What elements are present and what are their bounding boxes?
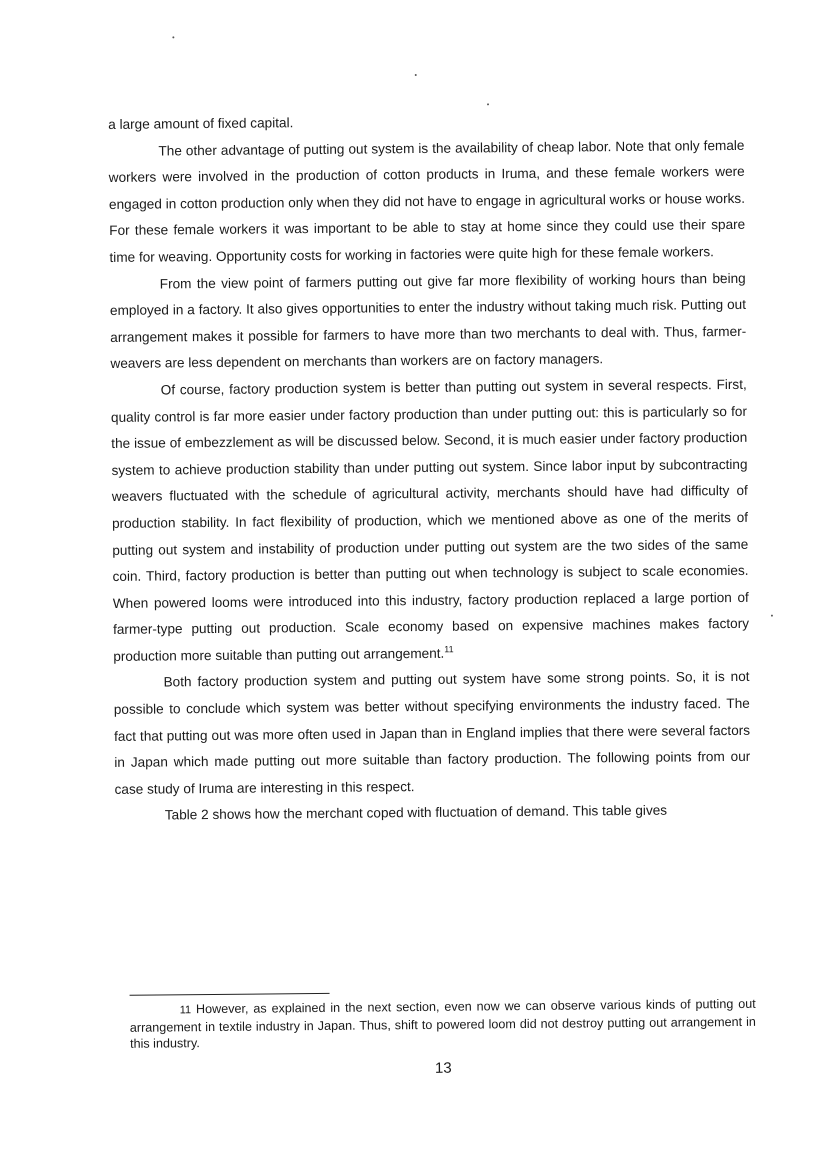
- paragraph-text: Table 2 shows how the merchant coped with fluctuation of demand. This table gives: [164, 803, 668, 823]
- paragraph-text: Both factory production system and putting out system have some strong points. So, it is not possible to conclude which system was better without specifying environments the industry faced. The fact that putting out was more often used in Japan than in England implies that there were several factors in Japan which made putting out more suitable than factory production. The following points from our case study of Iruma are interesting in this respect.: [113, 669, 751, 797]
- scan-speck: [487, 103, 489, 105]
- footnote-divider: [130, 993, 330, 996]
- page-number: 13: [434, 1059, 452, 1077]
- scan-speck: [172, 36, 174, 38]
- paragraph-text: Of course, factory production system is better than putting out system in several respects. First, quality control is far more easier under factory production than under putting out: this is particularly so for the issue of embezzlement as will be discussed below. Second, it is much easier under factory production system to achieve production stability than under putting out system. Since labor input by subcontracting weavers fluctuated with the schedule of agricultural activity, merchants should have had difficulty of production stability. In fact flexibility of production, which we mentioned above as one of the merits of putting out system and instability of production under putting out system are the two sides of the same coin. Third, factory production is better than putting out when technology is subject to scale economies. When powered looms were introduced into this industry, factory production replaced a large portion of farmer-type putting out production. Scale economy based on expensive machines makes factory production more suitable than putting out arrangement.: [110, 376, 750, 664]
- paragraph: [113, 664, 750, 803]
- paragraph: [110, 265, 747, 377]
- scan-speck: [415, 74, 417, 76]
- paragraph: [115, 797, 751, 830]
- paragraph: [108, 132, 745, 271]
- paragraph: [111, 372, 750, 671]
- footnote-reference[interactable]: 11: [444, 644, 454, 655]
- footnote: [130, 996, 756, 1053]
- footnote-text: However, as explained in the next section, even now we can observe various kinds of putting out arrangement in textile industry in Japan. Thus, shift to powered loom did not destroy putting out arrangement in this industry.: [129, 996, 756, 1051]
- paragraph-text: From the view point of farmers putting out give far more flexibility of working hours than being employed in a factory. It also gives opportunities to enter the industry without taking much risk. Putting out arrangement makes it possible for farmers to have more than two merchants to deal with. Thus, farmer-weavers are less dependent on merchants than workers are on factory managers.: [109, 270, 747, 372]
- footnote-number: 11: [179, 1004, 192, 1017]
- scan-speck: [771, 615, 773, 617]
- paragraph-text: a large amount of fixed capital.: [108, 115, 294, 132]
- body-text: [108, 106, 751, 830]
- paragraph-text: The other advantage of putting out system is the availability of cheap labor. Note that only female workers were involved in the production of cotton products in Iruma, and these female workers were engaged in cotton production only when they did not have to engage in agricultural works or house works. For these female workers it was important to be able to stay at home since they could use their spare time for weaving. Opportunity costs for working in factories were quite high for these female workers.: [108, 137, 746, 265]
